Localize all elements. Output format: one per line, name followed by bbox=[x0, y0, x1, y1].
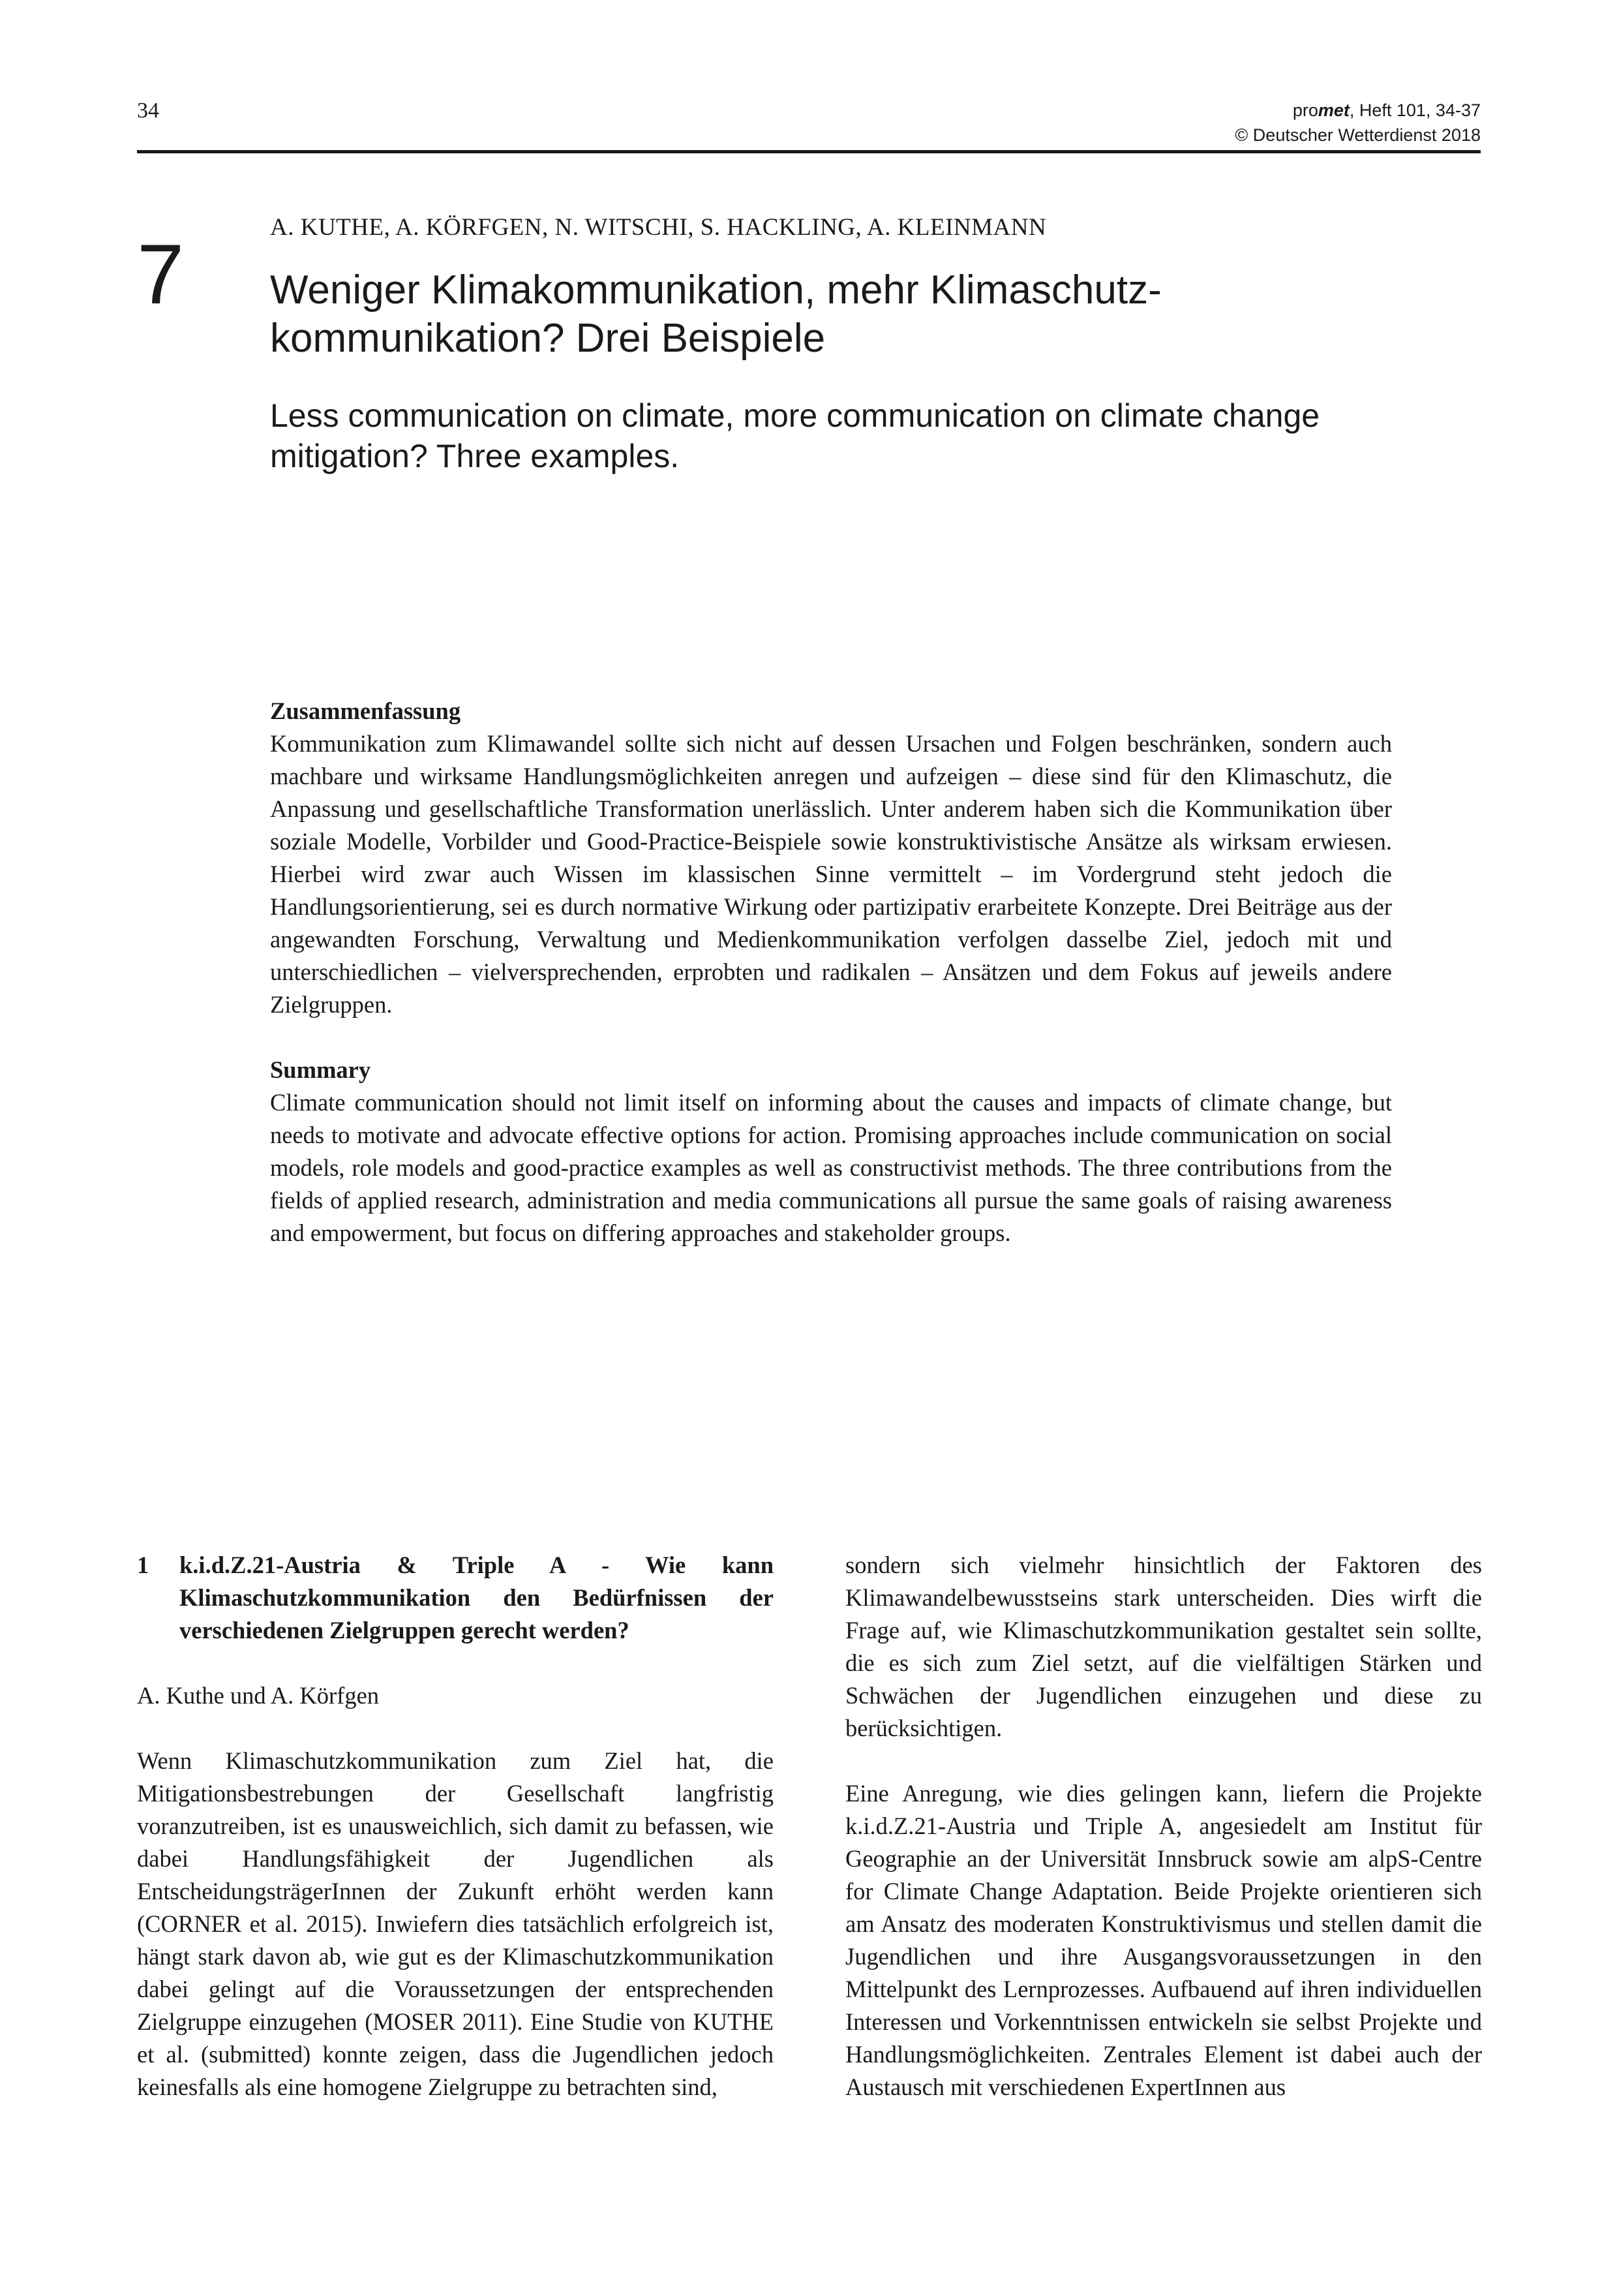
title-de-line-2: kommunikation? Drei Beispiele bbox=[270, 316, 826, 361]
chapter-number: 7 bbox=[137, 226, 185, 322]
journal-info bbox=[1235, 98, 1481, 147]
summary-text: Climate communication should not limit itself on informing about the causes and impacts of climate change, but needs to motivate and advocate effective options for action. Promising approaches include communication on social models, role models and good-practice examples as well as constructivist methods. The three contributions from the fields of applied research, administration and media communications all pursue the same goals of raising awareness and empowerment, but focus on differing approaches and stakeholder groups. bbox=[270, 1089, 1392, 1246]
article-title-german bbox=[270, 266, 1483, 363]
spacer bbox=[270, 1021, 1392, 1054]
body-paragraph: Wenn Klimaschutzkommunikation zum Ziel hat, die Mitigationsbestrebungen der Gesellschaft langfristig voranzutreiben, ist es unausweichlich, sich damit zu befassen, wie dabei Handlungsfähigkeit der Jugendlichen als EntscheidungsträgerInnen der Zukunft erhöht werden kann (CORNER et al. 2015). Inwiefern dies tatsächlich erfolgreich ist, hängt stark davon ab, wie gut es der Klimaschutzkommunikation dabei gelingt auf die Voraussetzungen der entsprechenden Zielgruppe einzugehen (MOSER 2011). Eine Studie von KUTHE et al. (submitted) konnte zeigen, dass die Jugendlichen jedoch keinesfalls als eine homogene Zielgruppe zu betrachten sind, bbox=[137, 1747, 774, 2100]
summary-heading: Summary bbox=[270, 1056, 371, 1083]
zusammenfassung-text: Kommunikation zum Klimawandel sollte sich nicht auf dessen Ursachen und Folgen beschränken, sondern auch machbare und wirksame Handlungsmöglichkeiten anregen und aufzeigen – diese sind für den Klimaschutz, die Anpassung und gesellschaftliche Transformation unerlässlich. Unter anderem haben sich die Kommunikation über soziale Modelle, Vorbilder und Good-Practice-Beispiele sowie konstruktivistische Ansätze als wirksam erwiesen. Hierbei wird zwar auch Wissen im klassischen Sinne vermittelt – im Vordergrund steht jedoch die Handlungsorientierung, sei es durch normative Wirkung oder partizipativ erarbeitete Konzepte. Drei Beiträge aus der angewandten Forschung, Verwaltung und Medienkommunikation verfolgen dasselbe Ziel, jedoch mit und unterschiedlichen – vielversprechenden, erprobten und radikalen – Ansätzen und dem Fokus auf jeweils andere Zielgruppen. bbox=[270, 730, 1392, 1018]
zusammenfassung-heading: Zusammenfassung bbox=[270, 697, 461, 724]
spacer bbox=[137, 1647, 774, 1679]
article-title-english bbox=[270, 395, 1483, 476]
body-column-right bbox=[845, 1549, 1482, 2104]
article-authors: A. KUTHE, A. KÖRFGEN, N. WITSCHI, S. HACKLING, A. KLEINMANN bbox=[270, 214, 1047, 241]
spacer bbox=[845, 1745, 1482, 1777]
journal-name-pro: pro bbox=[1292, 100, 1318, 120]
header-divider bbox=[137, 150, 1481, 153]
title-en-line-2: mitigation? Three examples. bbox=[270, 438, 680, 474]
section-number: 1 bbox=[137, 1552, 149, 1578]
copyright-notice: © Deutscher Wetterdienst 2018 bbox=[1235, 125, 1481, 145]
journal-name-met: met bbox=[1318, 100, 1350, 120]
page-number: 34 bbox=[137, 99, 159, 123]
section-authors: A. Kuthe und A. Körfgen bbox=[137, 1682, 380, 1709]
body-paragraph: sondern sich vielmehr hinsichtlich der Faktoren des Klimawandelbewusstseins stark unterscheiden. Dies wirft die Frage auf, wie Klimaschutzkommunikation gestaltet sein sollte, die es sich zum Ziel setzt, auf die vielfältigen Stärken und Schwächen der Jugendlichen einzugehen und diese zu berücksichtigen. bbox=[845, 1552, 1482, 1741]
spacer bbox=[137, 1712, 774, 1745]
title-en-line-1: Less communication on climate, more communication on climate change bbox=[270, 397, 1320, 434]
body-paragraph: Eine Anregung, wie dies gelingen kann, liefern die Projekte k.i.d.Z.21-Austria und Triple A, angesiedelt am Institut für Geographie an der Universität Innsbruck sowie am alpS-Centre for Climate Change Adaptation. Beide Projekte orientieren sich am Ansatz des moderaten Konstruktivismus und stellen damit die Jugendlichen und ihre Ausgangsvoraussetzungen in den Mittelpunkt des Lernprozesses. Aufbauend auf ihren individuellen Interessen und Vorkenntnissen entwickeln sie selbst Projekte und Handlungsmöglichkeiten. Zentrales Element ist dabei auch der Austausch mit verschiedenen ExpertInnen aus bbox=[845, 1780, 1482, 2100]
title-de-line-1: Weniger Klimakommunikation, mehr Klimaschutz- bbox=[270, 268, 1162, 313]
body-column-left bbox=[137, 1549, 774, 2104]
journal-issue: , Heft 101, 34-37 bbox=[1349, 100, 1481, 120]
section-title: k.i.d.Z.21-Austria & Triple A - Wie kann Klimaschutzkommunikation den Bedürfnissen der verschiedenen Zielgruppen gerecht werden? bbox=[179, 1552, 774, 1644]
section-heading bbox=[137, 1549, 774, 1647]
abstract-block bbox=[270, 695, 1392, 1249]
journal-citation bbox=[1235, 98, 1481, 123]
